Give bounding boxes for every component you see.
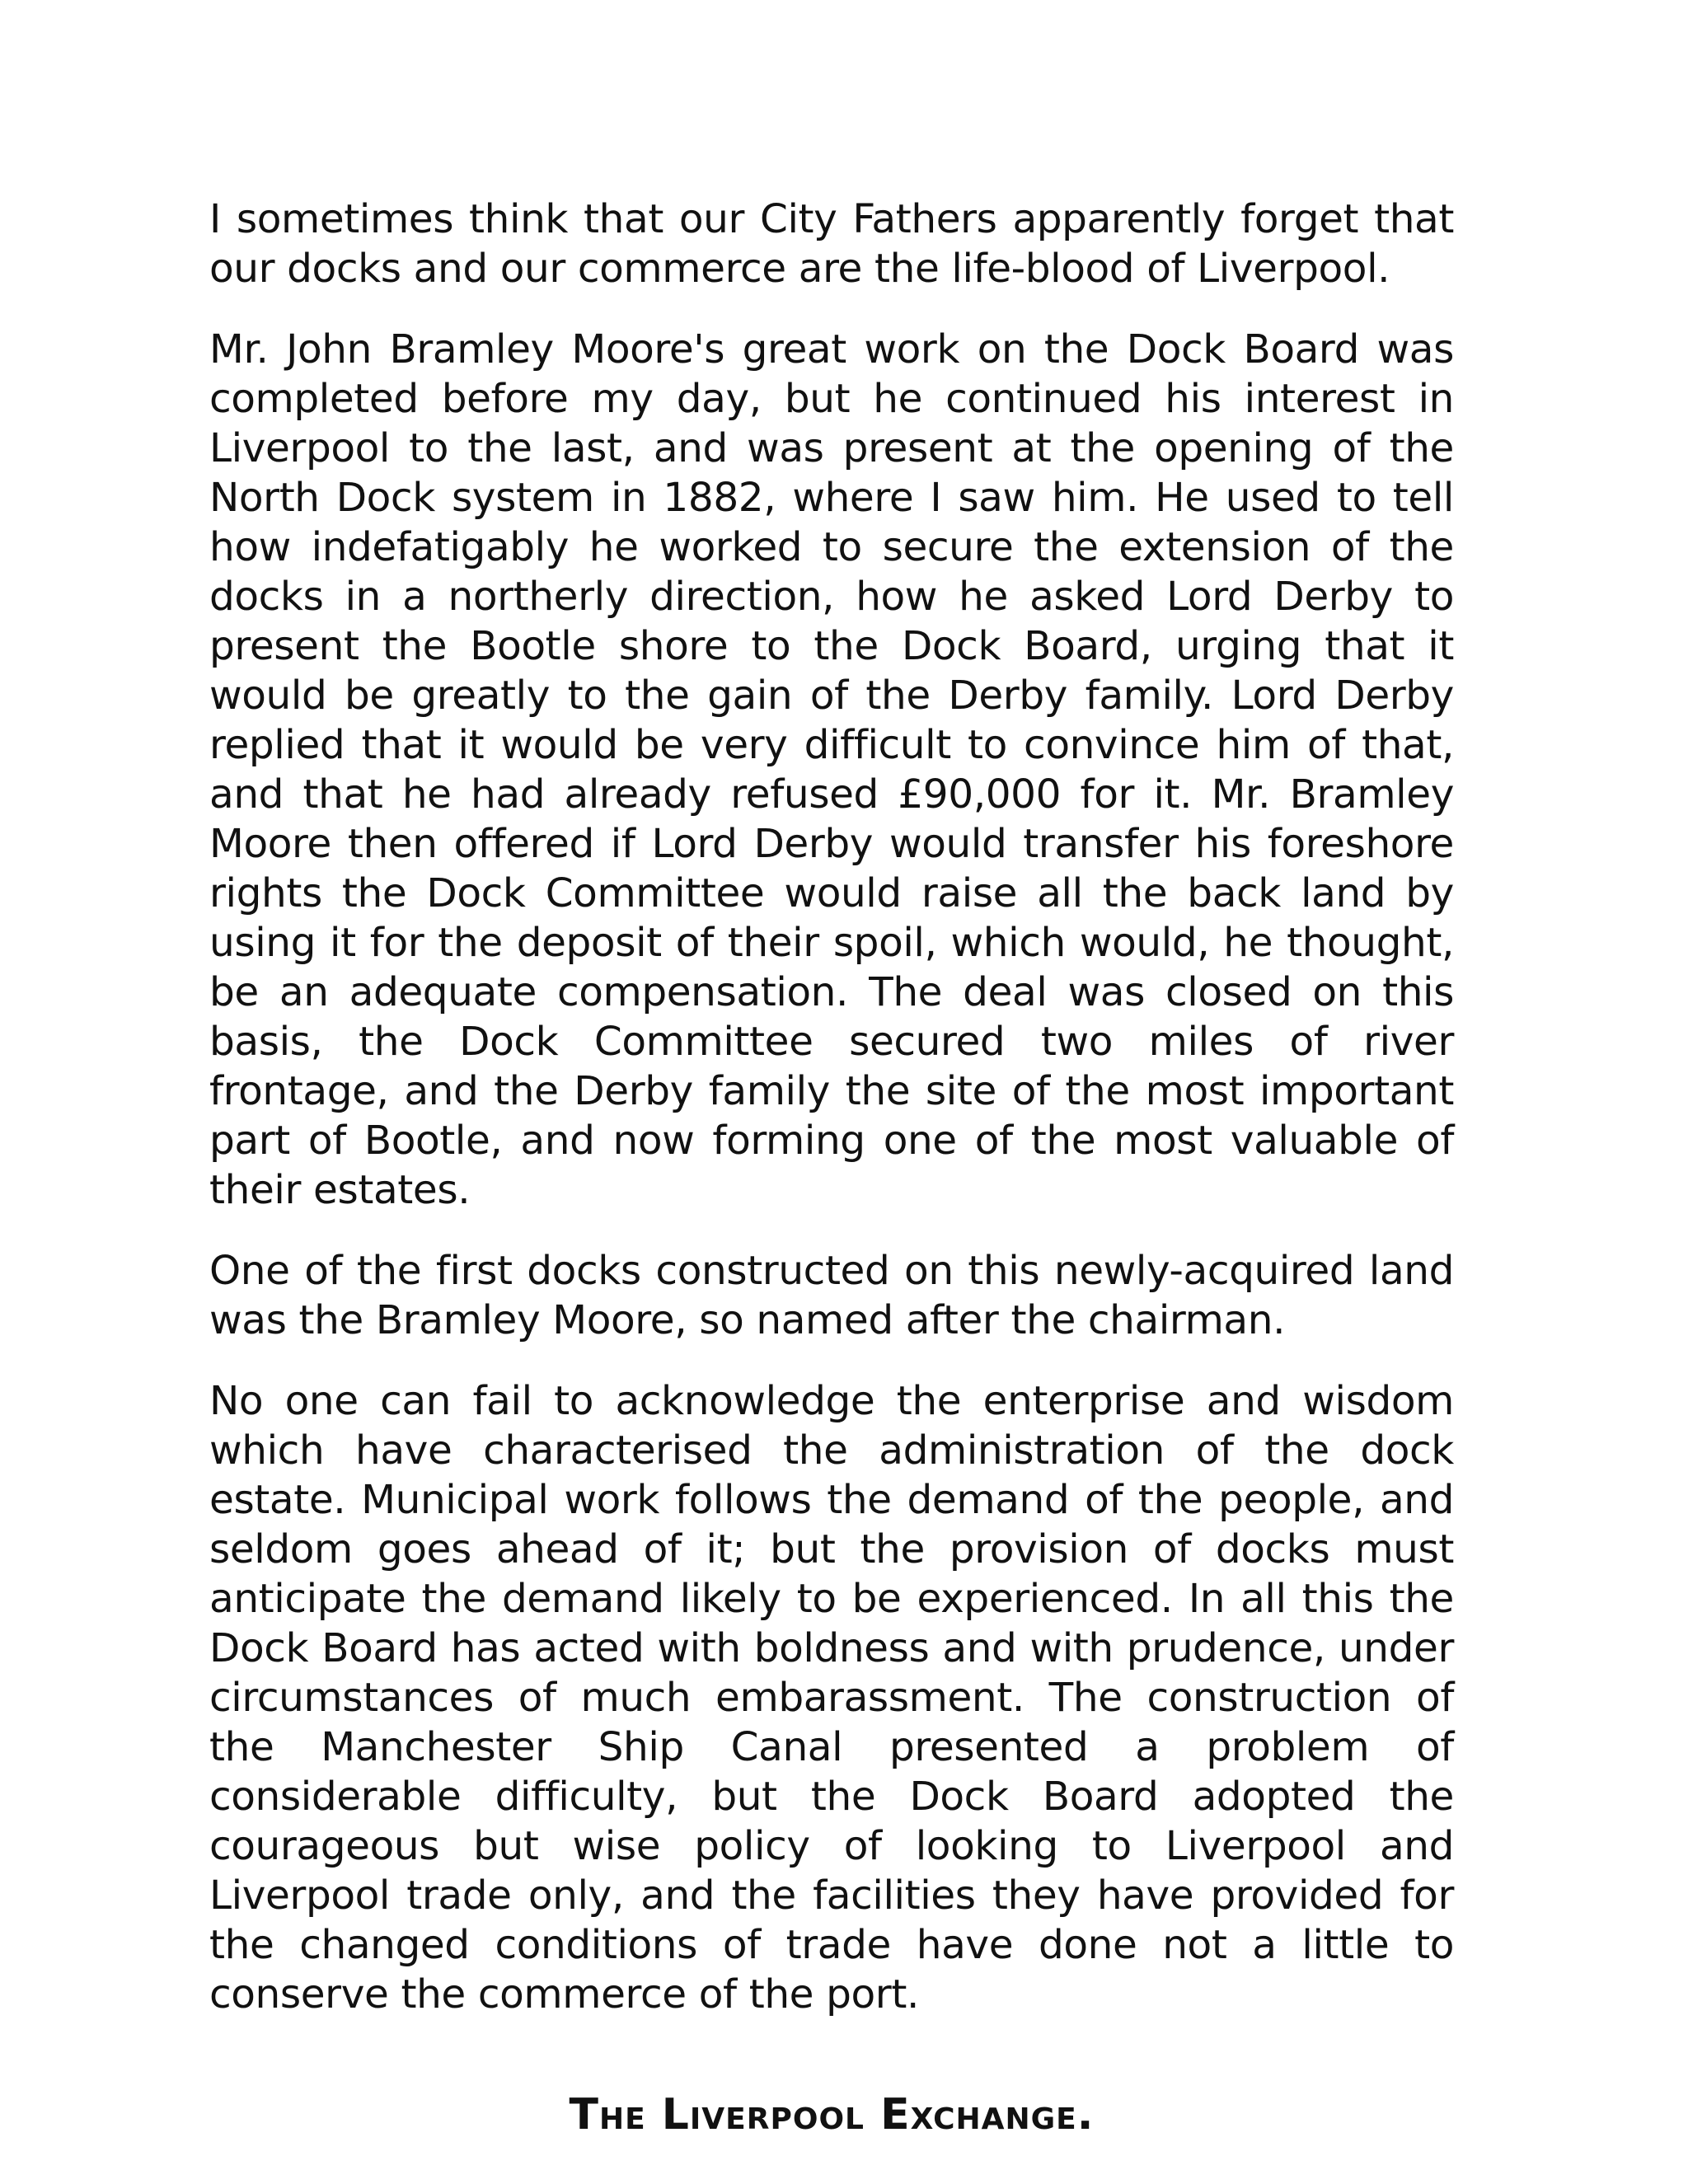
paragraph-dock-estate: No one can fail to acknowledge the enterprise and wisdom which have characterised the administration of the dock estate. Municipal work follows the demand of the people, and seldom goes ahead of it; but the provision of docks must anticipate the demand likely to be experienced. In all this the Dock Board has acted with boldness and with prudence, under circumstances of much embarassment. The construction of the Manchester Ship Canal presented a problem of considerable difficulty, but the Dock Board adopted the courageous but wise policy of looking to Liverpool and Liverpool trade only, and the facilities they have provided for the changed conditions of trade have done not a little to conserve the commerce of the port. — [209, 1378, 1454, 2018]
paragraph-first-docks: One of the first docks constructed on this newly-acquired land was the Bramley Moore, so named after the chairman. — [209, 1248, 1454, 1343]
document-page — [209, 194, 1454, 2141]
paragraph-city-fathers: I sometimes think that our City Fathers apparently forget that our docks and our commerce are the life-blood of Liverpool. — [209, 196, 1454, 292]
section-heading: The Liverpool Exchange. — [569, 2090, 1095, 2139]
paragraph-bramley-moore: Mr. John Bramley Moore's great work on the Dock Board was completed before my day, but he continued his interest in Liverpool to the last, and was present at the opening of the North Dock system in 1882, where I saw him. He used to tell how indefatigably he worked to secure the extension of the docks in a northerly direction, how he asked Lord Derby to present the Bootle shore to the Dock Board, urging that it would be greatly to the gain of the Derby family. Lord Derby replied that it would be very difficult to convince him of that, and that he had already refused £90,000 for it. Mr. Bramley Moore then offered if Lord Derby would transfer his foreshore rights the Dock Committee would raise all the back land by using it for the deposit of their spoil, which would, he thought, be an adequate compensation. The deal was closed on this basis, the Dock Committee secured two miles of river frontage, and the Derby family the site of the most important part of Bootle, and now forming one of the most valuable of their estates. — [209, 326, 1454, 1213]
